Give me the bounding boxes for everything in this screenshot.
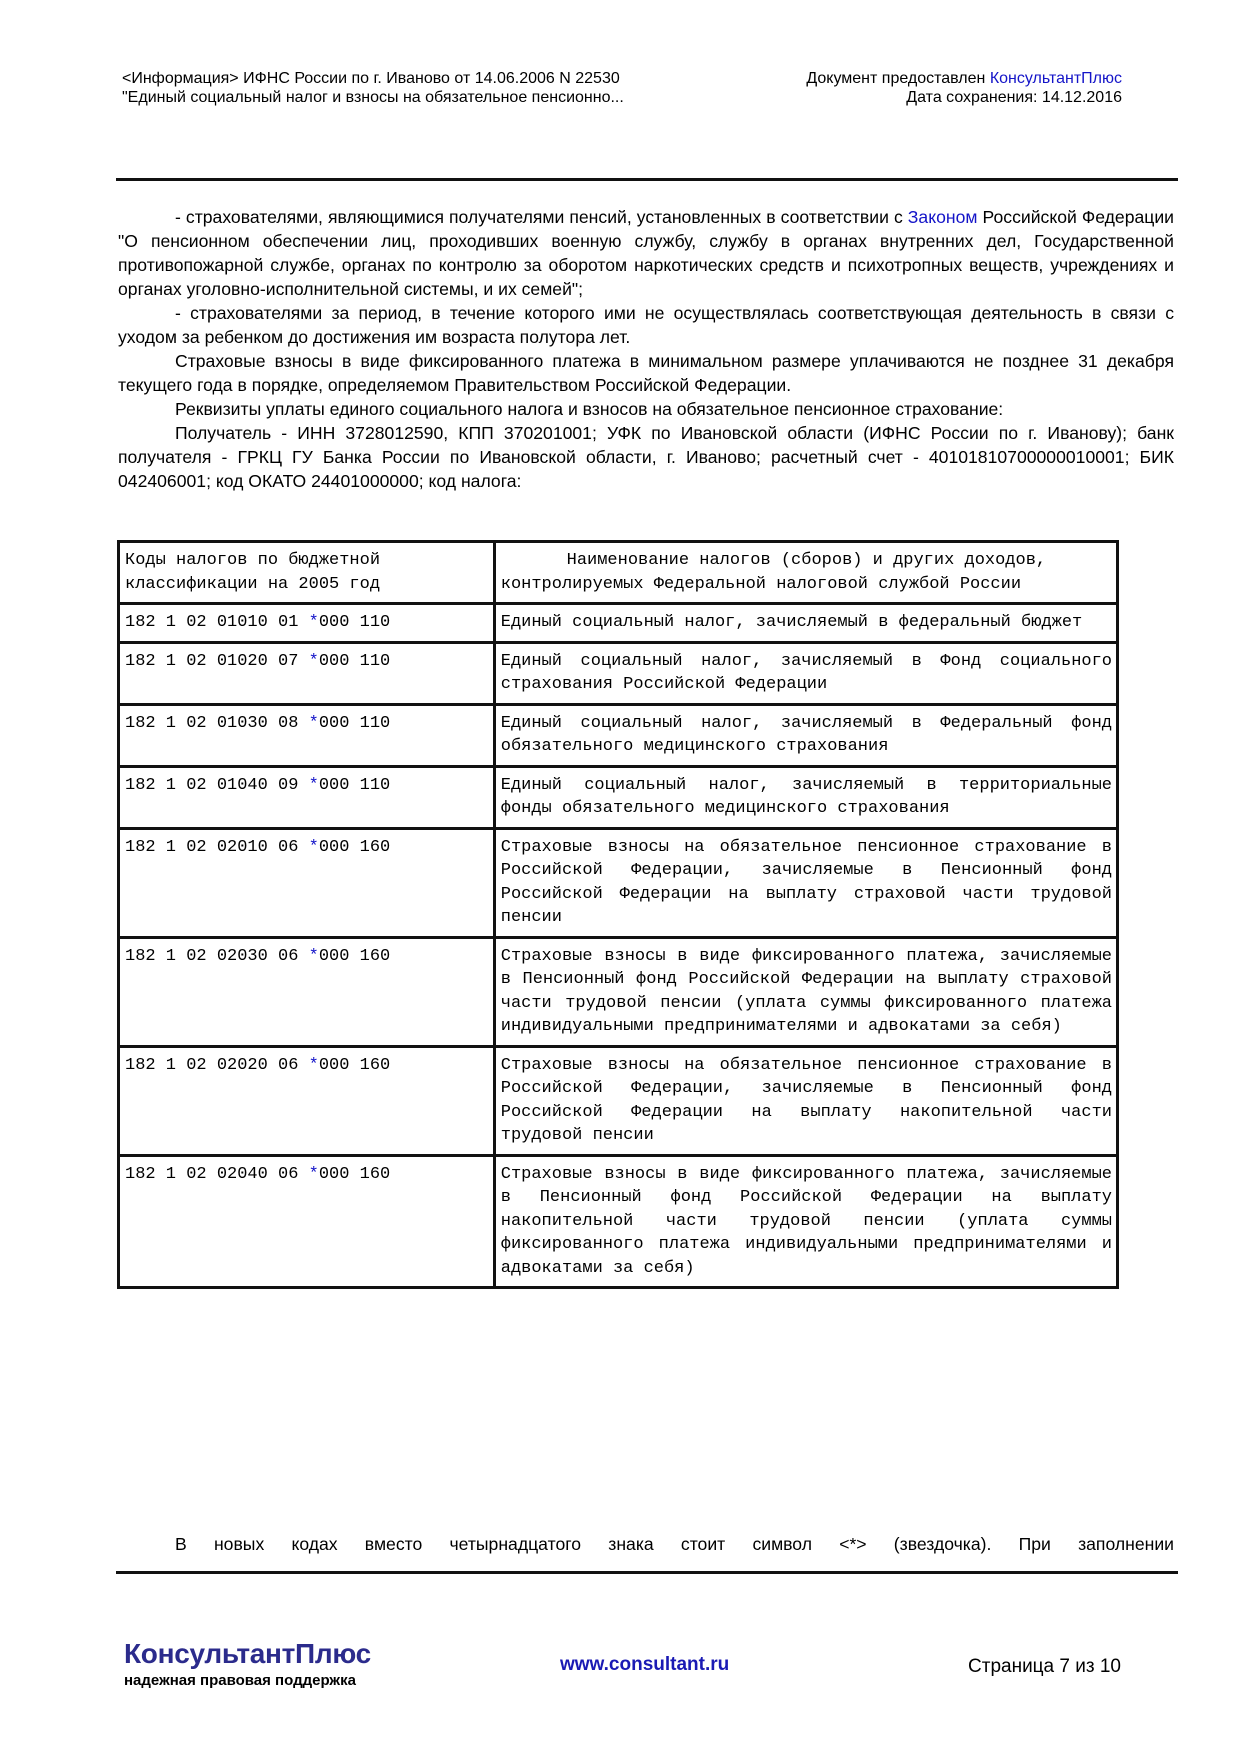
tax-code-cell [119,604,495,643]
tax-name-cell: Страховые взносы на обязательное пенсионное страхование в Российской Федерации, зачисляемые в Пенсионный фонд Российской Федерации на выплату страховой части трудовой пенсии [494,828,1117,937]
table-header-row [119,542,1118,604]
document-body [118,205,1174,493]
header-doc-title-line1: <Информация> ИФНС России по г. Иваново от 14.06.2006 N 22530 [122,70,620,87]
code-prefix: 182 1 02 02010 06 [125,837,309,857]
code-suffix: 000 160 [318,1164,391,1184]
header-doc-title-line2: "Единый социальный налог и взносы на обязательное пенсионно... [122,89,624,106]
code-suffix: 000 110 [318,651,391,671]
code-prefix: 182 1 02 02040 06 [125,1164,309,1184]
header-divider [116,178,1178,181]
code-suffix: 000 160 [318,837,391,857]
tax-codes-table [117,540,1119,1289]
code-star: * [308,946,319,966]
code-suffix: 000 110 [318,613,391,632]
code-prefix: 182 1 02 01010 01 [125,613,309,632]
paragraph-pensioners [118,205,1174,301]
paragraph-asterisk-note: В новых кодах вместо четырнадцатого знака стоит символ <*> (звездочка). При заполнении [175,1534,1174,1554]
document-header-provider [806,69,1122,107]
after-table-text [118,1532,1174,1556]
tax-code-cell [119,828,495,937]
table-row [119,828,1118,937]
tax-name-cell: Единый социальный налог, зачисляемый в федеральный бюджет [494,604,1117,643]
document-header-title [122,69,624,107]
table-row [119,704,1118,766]
tax-code-cell [119,704,495,766]
code-star: * [308,613,319,632]
table-header-names: Наименование налогов (сборов) и других доходов, контролируемых Федеральной налоговой службой России [494,542,1117,604]
tax-code-cell [119,937,495,1046]
table-row [119,642,1118,704]
tax-name-cell: Страховые взносы на обязательное пенсионное страхование в Российской Федерации, зачисляемые в Пенсионный фонд Российской Федерации на выплату накопительной части трудовой пенсии [494,1046,1117,1155]
table-row [119,1155,1118,1288]
code-star: * [308,713,319,733]
code-suffix: 000 160 [318,1055,391,1075]
tax-code-cell [119,766,495,828]
code-suffix: 000 110 [318,775,391,795]
header-consultant-link[interactable]: КонсультантПлюс [989,70,1122,87]
paragraph-text: - страхователями, являющимися получателями пенсий, установленных в соответствии с [175,207,908,227]
paragraph-payment-details-intro: Реквизиты уплаты единого социального налога и взносов на обязательное пенсионное страхование: [175,399,1004,419]
tax-name-cell: Единый социальный налог, зачисляемый в территориальные фонды обязательного медицинского страхования [494,766,1117,828]
code-star: * [308,837,319,857]
tax-name-cell: Единый социальный налог, зачисляемый в Фонд социального страхования Российской Федерации [494,642,1117,704]
law-link[interactable]: Законом [907,207,978,227]
code-prefix: 182 1 02 01020 07 [125,651,309,671]
footer-site-link[interactable]: www.consultant.ru [560,1654,730,1675]
table-row [119,937,1118,1046]
code-star: * [308,651,319,671]
footer-brand [124,1638,371,1690]
code-prefix: 182 1 02 01030 08 [125,713,309,733]
header-save-date: Дата сохранения: 14.12.2016 [906,89,1122,106]
code-prefix: 182 1 02 02020 06 [125,1055,309,1075]
table-row [119,1046,1118,1155]
code-prefix: 182 1 02 02030 06 [125,946,309,966]
paragraph-fixed-payment: Страховые взносы в виде фиксированного платежа в минимальном размере уплачиваются не позднее 31 декабря текущего года в порядке, определяемом Правительством Российской Федерации. [118,351,1174,395]
tax-name-cell: Единый социальный налог, зачисляемый в Федеральный фонд обязательного медицинского страхования [494,704,1117,766]
page-number: Страница 7 из 10 [968,1656,1121,1677]
code-star: * [308,775,319,795]
code-star: * [308,1055,319,1075]
tax-name-cell: Страховые взносы в виде фиксированного платежа, зачисляемые в Пенсионный фонд Российской Федерации на выплату накопительной части трудовой пенсии (уплата суммы фиксированного платежа индивидуальными предпринимателями и адвокатами за себя) [494,1155,1117,1288]
table-row [119,604,1118,643]
code-prefix: 182 1 02 01040 09 [125,775,309,795]
paragraph-recipient-details: Получатель - ИНН 3728012590, КПП 370201001; УФК по Ивановской области (ИФНС России по г. Иванову); банк получателя - ГРКЦ ГУ Банка России по Ивановской области, г. Иваново; расчетный счет - 40101810700000010001; БИК 042406001; код ОКАТО 24401000000; код налога: [118,423,1174,491]
brand-tagline: надежная правовая поддержка [124,1672,356,1689]
code-suffix: 000 160 [318,946,391,966]
table-header-codes: Коды налогов по бюджетной классификации на 2005 год [119,542,495,604]
paragraph-text: Российской Федерации "О пенсионном обеспечении лиц, проходивших военную службу, службу в органах внутренних дел, Государственной противопожарной службе, органах по контролю за оборотом наркотических средств и психотропных веществ, учреждениях и органах уголовно-исполнительной системы, и их семей"; [118,207,1175,299]
code-suffix: 000 110 [318,713,391,733]
code-star: * [308,1164,319,1184]
footer-divider [116,1571,1178,1574]
header-provided-by [806,69,1122,88]
tax-code-cell [119,642,495,704]
brand-logo-text: КонсультантПлюс [124,1638,371,1669]
tax-name-cell: Страховые взносы в виде фиксированного платежа, зачисляемые в Пенсионный фонд Российской Федерации на выплату страховой части трудовой пенсии (уплата суммы фиксированного платежа индивидуальными предпринимателями и адвокатами за себя) [494,937,1117,1046]
table-row [119,766,1118,828]
tax-code-cell [119,1155,495,1288]
tax-code-cell [119,1046,495,1155]
header-provided-by-label: Документ предоставлен [806,70,990,87]
paragraph-childcare: - страхователями за период, в течение которого ими не осуществлялась соответствующая деятельность в связи с уходом за ребенком до достижения им возраста полутора лет. [118,303,1174,347]
